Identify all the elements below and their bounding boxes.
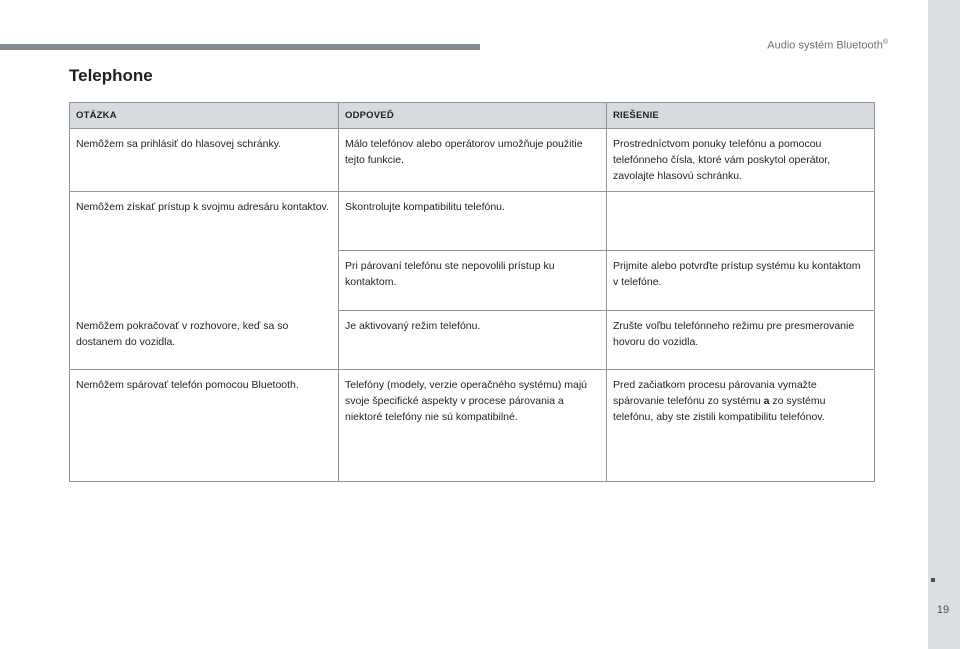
- table-row: [70, 129, 875, 192]
- table-header-row: [70, 103, 875, 129]
- solution-cell: Prijmite alebo potvrďte prístup systému ku kontaktom v telefóne.: [607, 251, 875, 311]
- question-cell: Nemôžem spárovať telefón pomocou Bluetooth.: [70, 370, 339, 482]
- solution-text-bold: a: [763, 395, 770, 407]
- answer-cell: Telefóny (modely, verzie operačného systému) majú svoje špecifické aspekty v procese párovania a niektoré telefóny nie sú kompatibilné.: [339, 370, 607, 482]
- solution-cell: [607, 370, 875, 482]
- solution-text-part2: zo systému telefónu, aby ste zistili kompatibilitu telefónov.: [613, 395, 826, 423]
- header-rule: [0, 44, 480, 50]
- answer-cell: Pri párovaní telefónu ste nepovolili prístup ku kontaktom.: [339, 251, 607, 311]
- answer-cell: Skontrolujte kompatibilitu telefónu.: [339, 192, 607, 251]
- question-cell: Nemôžem pokračovať v rozhovore, keď sa so dostanem do vozidla.: [70, 311, 339, 370]
- solution-cell: Zrušte voľbu telefónneho režimu pre presmerovanie hovoru do vozidla.: [607, 311, 875, 370]
- section-title: Telephone: [69, 66, 153, 85]
- question-cell: Nemôžem sa prihlásiť do hlasovej schránky.: [70, 129, 339, 192]
- column-header-solution: RIEŠENIE: [607, 103, 875, 129]
- page-number: 19: [936, 604, 950, 616]
- registered-mark: ®: [882, 39, 888, 46]
- solution-cell: Prostredníctvom ponuky telefónu a pomocou telefónneho čísla, ktoré vám poskytol operátor, zavolajte hlasovú schránku.: [607, 129, 875, 192]
- table-row: [70, 311, 875, 370]
- answer-cell: Je aktivovaný režim telefónu.: [339, 311, 607, 370]
- answer-cell: Málo telefónov alebo operátorov umožňuje použitie tejto funkcie.: [339, 129, 607, 192]
- solution-cell: [607, 192, 875, 251]
- header-title: [767, 39, 888, 52]
- column-header-answer: ODPOVEĎ: [339, 103, 607, 129]
- solution-text-part1: Pred začiatkom procesu párovania vymažte spárovanie telefónu zo systému: [613, 379, 817, 407]
- header-title-text: Audio systém Bluetooth: [767, 39, 883, 52]
- table-row: [70, 192, 875, 251]
- table-row: [70, 370, 875, 482]
- column-header-question: OTÁZKA: [70, 103, 339, 129]
- troubleshooting-table: [69, 102, 875, 482]
- question-cell: Nemôžem získať prístup k svojmu adresáru kontaktov.: [70, 192, 339, 311]
- page-edge-strip: [928, 0, 960, 649]
- page-marker-dot: [931, 578, 935, 582]
